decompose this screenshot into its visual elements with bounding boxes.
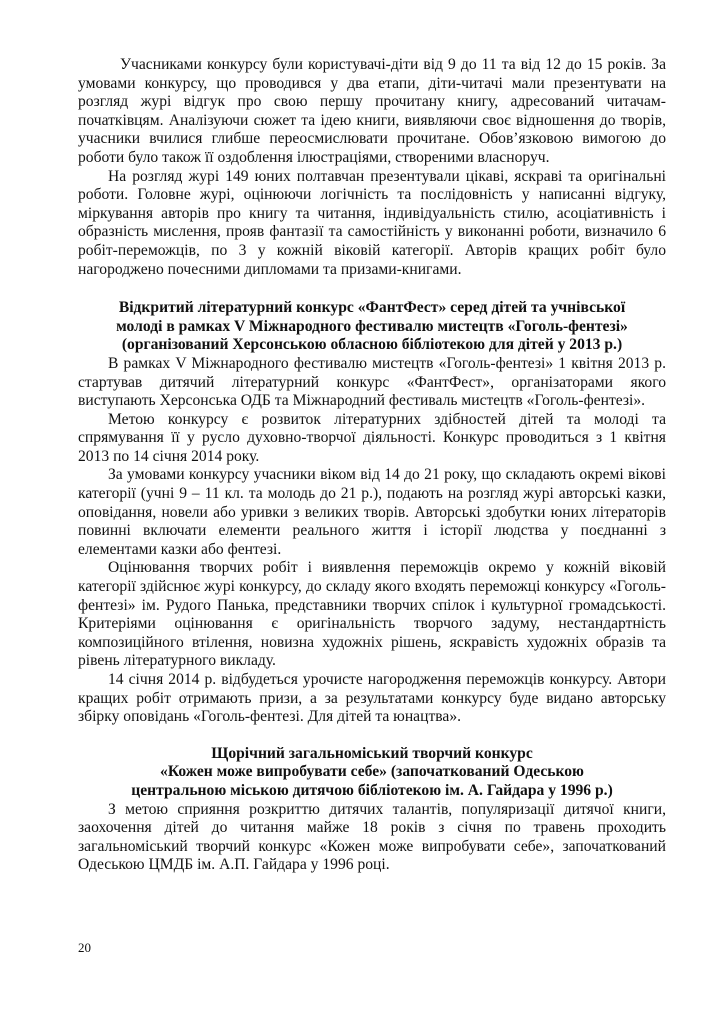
paragraph: 14 січня 2014 р. відбудеться урочисте нагородження переможців конкурсу. Автори кращих робіт отримають призи, а за результатами конкурсу буде видано авторську збірку оповідань «Гоголь-фентезі. Для дітей та юнацтва». bbox=[78, 671, 666, 726]
paragraph: На розгляд журі 149 юних полтавчан презентували цікаві, яскраві та оригінальні роботи. Головне журі, оцінюючи логічність та послідовність у написанні відгуку, міркування авторів про книгу та читання, індивідуальність стилю, асоціативність і образність мислення, прояв фантазії та самостійність у виконанні роботи, визначило 6 робіт-переможців, по 3 у кожній віковій категорії. Авторів кращих робіт було нагороджено почесними дипломами та призами-книгами. bbox=[78, 167, 666, 278]
section-odesa-contest bbox=[78, 745, 666, 875]
section-fantfest bbox=[78, 299, 666, 727]
paragraph: За умовами конкурсу учасники віком від 14 до 21 року, що складають окремі вікові категорії (учні 9 – 11 кл. та молодь до 21 р.), подають на розгляд журі авторські казки, оповідання, новели або уривки з великих творів. Авторські здобутки юних літераторів повинні включати елементи реального життя і історії людства у поєднанні з елементами казки або фентезі. bbox=[78, 466, 666, 558]
page-number: 20 bbox=[78, 940, 91, 955]
paragraph: В рамках V Міжнародного фестивалю мистецтв «Гоголь-фентезі» 1 квітня 2013 р. стартував дитячий літературний конкурс «ФантФест», організаторами якого виступають Херсонська ОДБ та Міжнародний фестиваль мистецтв «Гоголь-фентезі». bbox=[78, 354, 666, 410]
heading-line: «Кожен може випробувати себе» (започаткований Одеською bbox=[160, 763, 584, 781]
section-poltava-contest bbox=[78, 56, 666, 279]
section-heading bbox=[78, 299, 666, 355]
heading-line: (організований Херсонською обласною бібліотекою для дітей у 2013 р.) bbox=[121, 336, 623, 354]
heading-line: Щорічний загальноміський творчий конкурс bbox=[211, 744, 533, 762]
paragraph: Метою конкурсу є розвиток літературних здібностей дітей та молоді та спрямування її у русло духовно-творчої діяльності. Конкурс проводиться з 1 квітня 2013 по 14 січня 2014 року. bbox=[78, 410, 666, 465]
paragraph: З метою сприяння розкриттю дитячих талантів, популяризації дитячої книги, заохочення дітей до читання майже 18 років з січня по травень проходить загальноміський творчий конкурс «Кожен може випробувати себе», започаткований Одеською ЦМДБ ім. А.П. Гайдара у 1996 році. bbox=[78, 800, 666, 874]
heading-line: Відкритий літературний конкурс «ФантФест» серед дітей та учнівської bbox=[118, 299, 626, 317]
paragraph: Учасниками конкурсу були користувачі-діти від 9 до 11 та від 12 до 15 років. За умовами конкурсу, що проводився у два етапи, діти-читачі мали презентувати на розгляд журі відгук про свою першу прочитану книгу, адресований читачам-початківцям. Аналізуючи сюжет та ідею книги, виявляючи своє відношення до творів, учасники вчилися глибше переосмислювати прочитане. Обов’язковою вимогою до роботи було також її оздоблення ілюстраціями, створеними власноруч. bbox=[78, 56, 666, 166]
heading-line: центральною міською дитячою бібліотекою ім. А. Гайдара у 1996 р.) bbox=[131, 781, 613, 799]
section-heading bbox=[78, 745, 666, 801]
document-page bbox=[78, 56, 666, 875]
paragraph: Оцінювання творчих робіт і виявлення переможців окремо у кожній віковій категорії здійснює журі конкурсу, до складу якого входять переможці конкурсу «Гоголь-фентезі» ім. Рудого Панька, представники творчих спілок і культурної громадськості. Критеріями оцінювання є оригінальність творчого задуму, нестандартність композиційного втілення, новизна художніх рішень, яскравість художніх образів та рівень літературного викладу. bbox=[78, 559, 666, 670]
heading-line: молоді в рамках V Міжнародного фестивалю мистецтв «Гоголь-фентезі» bbox=[116, 317, 628, 335]
